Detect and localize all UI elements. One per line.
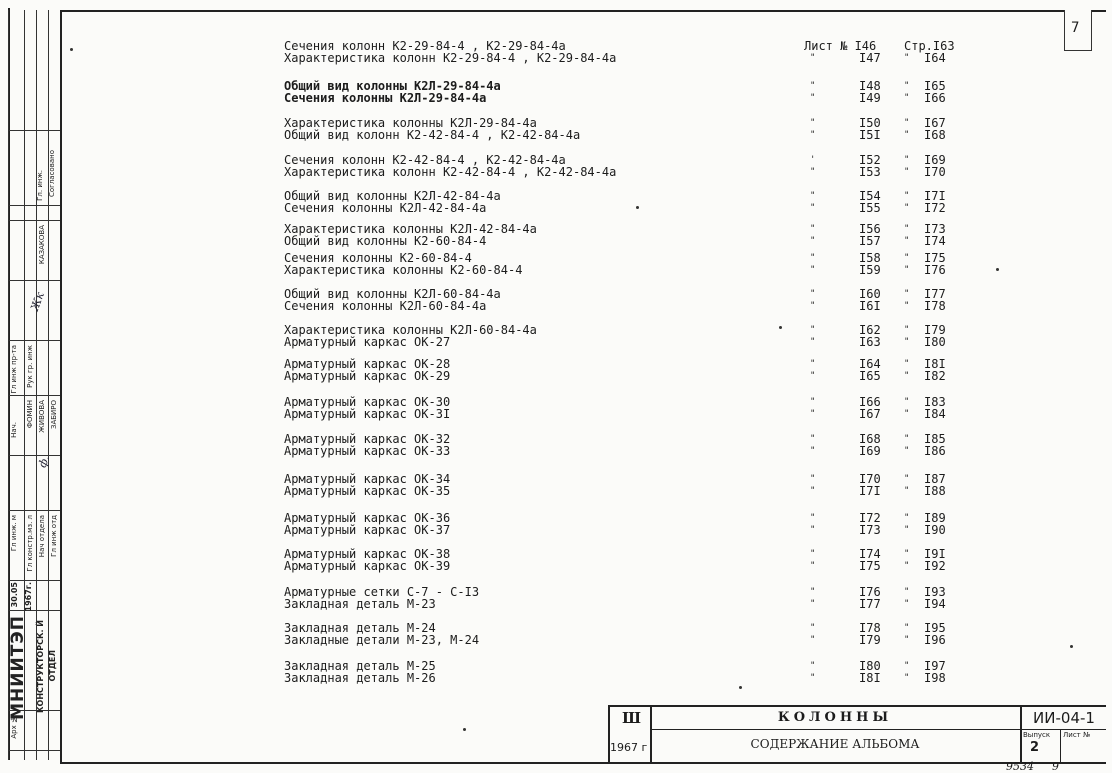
- corner-tab: [1064, 10, 1092, 51]
- entry-page: I96: [924, 633, 946, 647]
- agreed-label: Согласовано: [48, 150, 56, 198]
- entry-page: I79: [924, 323, 946, 337]
- entry-ditto2: ": [904, 203, 910, 213]
- entry-ditto2: ": [904, 661, 910, 671]
- entry-ditto: ": [810, 397, 816, 407]
- role-1: Гл инж. м: [10, 515, 18, 552]
- entry-title: Закладная деталь М-26: [284, 671, 436, 685]
- entry-ditto2: ": [904, 673, 910, 683]
- entry-ditto2: ": [904, 265, 910, 275]
- entry-sheet: I52: [859, 153, 881, 167]
- entry-page: I7I: [924, 189, 946, 203]
- entry-ditto2: ": [904, 474, 910, 484]
- entry-ditto: ": [810, 224, 816, 234]
- entry-sheet: I75: [859, 559, 881, 573]
- entry-ditto2: ": [904, 224, 910, 234]
- entry-sheet: I57: [859, 234, 881, 248]
- entry-title: Закладные детали М-23, М-24: [284, 633, 480, 647]
- entry-sheet: I76: [859, 585, 881, 599]
- entry-ditto2: ": [904, 337, 910, 347]
- entry-title: Сечения колонн К2-29-84-4 , К2-29-84-4а: [284, 39, 566, 53]
- entry-page: I84: [924, 407, 946, 421]
- entry-page: I93: [924, 585, 946, 599]
- entry-ditto: ": [810, 635, 816, 645]
- entry-ditto: ": [810, 409, 816, 419]
- entry-title: Арматурный каркас ОК-36: [284, 511, 451, 525]
- entry-sheet: I47: [859, 51, 881, 65]
- entry-ditto: ": [810, 289, 816, 299]
- entry-title: Арматурный каркас ОК-29: [284, 369, 451, 383]
- toc-row: [284, 560, 1004, 572]
- entry-sheet: Лист № I46: [804, 39, 877, 53]
- signature-1: ф.: [35, 453, 53, 470]
- signature-2: Жк: [28, 290, 47, 313]
- tab-mark: 7: [1071, 20, 1080, 36]
- entry-ditto2: ": [904, 236, 910, 246]
- date-day: 30.05: [10, 582, 19, 608]
- toc-row: [284, 370, 1004, 382]
- entry-title: Закладная деталь М-24: [284, 621, 436, 635]
- entry-ditto: ": [810, 549, 816, 559]
- entry-ditto: ": [810, 673, 816, 683]
- entry-ditto2: ": [904, 549, 910, 559]
- entry-ditto: ": [810, 486, 816, 496]
- entry-title: Характеристика колонны К2-60-84-4: [284, 263, 523, 277]
- entry-ditto2: ": [904, 167, 910, 177]
- entry-sheet: I68: [859, 432, 881, 446]
- entry-sheet: I53: [859, 165, 881, 179]
- entry-ditto2: ": [904, 93, 910, 103]
- entry-sheet: I54: [859, 189, 881, 203]
- entry-title: Сечения колонн К2-42-84-4 , К2-42-84-4а: [284, 153, 566, 167]
- entry-ditto2: ": [904, 253, 910, 263]
- role-4: Гл инж отд: [50, 515, 58, 557]
- entry-ditto2: ": [904, 434, 910, 444]
- entry-title: Закладная деталь М-23: [284, 597, 436, 611]
- toc-row: [284, 92, 1004, 104]
- album-subheading: СОДЕРЖАНИЕ АЛЬБОМА: [750, 737, 920, 751]
- entry-title: Общий вид колонны К2Л-29-84-4а: [284, 79, 501, 93]
- nach-label: Нач.: [10, 422, 18, 438]
- entry-ditto: ": [810, 474, 816, 484]
- toc-row: [284, 235, 1004, 247]
- entry-title: Сечения колонны К2-60-84-4: [284, 251, 472, 265]
- entry-ditto2: ": [904, 525, 910, 535]
- entry-sheet: I79: [859, 633, 881, 647]
- toc-row: [284, 524, 1004, 536]
- left-stamp-strip: [8, 10, 60, 760]
- entry-ditto2: ": [904, 623, 910, 633]
- entry-title: Арматурный каркас ОК-33: [284, 444, 451, 458]
- entry-ditto: ": [810, 265, 816, 275]
- entry-ditto2: ": [904, 587, 910, 597]
- entry-ditto: ": [810, 513, 816, 523]
- entry-page: I65: [924, 79, 946, 93]
- entry-ditto2: ": [904, 301, 910, 311]
- entry-title: Характеристика колонны К2Л-29-84-4а: [284, 116, 537, 130]
- entry-sheet: I70: [859, 472, 881, 486]
- date-year: 1967г.: [24, 582, 33, 612]
- entry-title: Общий вид колонны К2Л-60-84-4а: [284, 287, 501, 301]
- entry-page: I77: [924, 287, 946, 301]
- entry-page: Стр.I63: [904, 39, 955, 53]
- entry-title: Арматурный каркас ОК-39: [284, 559, 451, 573]
- entry-ditto2: ": [904, 486, 910, 496]
- toc-row: [284, 52, 1004, 64]
- entry-sheet: I60: [859, 287, 881, 301]
- entry-title: Арматурный каркас ОК-37: [284, 523, 451, 537]
- entry-page: I87: [924, 472, 946, 486]
- toc-row: [284, 485, 1004, 497]
- entry-ditto2: ": [904, 409, 910, 419]
- entry-page: I68: [924, 128, 946, 142]
- vypusk-value: 2: [1030, 740, 1040, 755]
- entry-sheet: I48: [859, 79, 881, 93]
- entry-ditto2: ": [904, 155, 910, 165]
- role-2: Гл констр.мз. л: [26, 515, 34, 572]
- entry-title: Сечения колонны К2Л-42-84-4а: [284, 201, 487, 215]
- entry-page: I90: [924, 523, 946, 537]
- entry-title: Арматурный каркас ОК-32: [284, 432, 451, 446]
- entry-ditto: ": [810, 359, 816, 369]
- entry-title: Арматурный каркас ОК-30: [284, 395, 451, 409]
- toc-row: [284, 445, 1004, 457]
- entry-ditto: ": [810, 599, 816, 609]
- entry-ditto2: ": [904, 446, 910, 456]
- name-1: ФОМИН: [26, 400, 34, 429]
- entry-ditto: ": [810, 253, 816, 263]
- entry-sheet: I69: [859, 444, 881, 458]
- entry-ditto: ": [810, 434, 816, 444]
- entry-ditto2: ": [904, 513, 910, 523]
- role2-2: Рук гр. инж: [26, 345, 34, 388]
- entry-title: Характеристика колонн К2-29-84-4 , К2-29-84-4а: [284, 51, 617, 65]
- entry-title: Закладная деталь М-25: [284, 659, 436, 673]
- entry-ditto2: ": [904, 561, 910, 571]
- toc-row: [284, 300, 1004, 312]
- entry-sheet: I73: [859, 523, 881, 537]
- entry-title: Арматурный каркас ОК-27: [284, 335, 451, 349]
- entry-ditto2: ": [904, 130, 910, 140]
- entry-ditto2: ": [904, 371, 910, 381]
- entry-page: I89: [924, 511, 946, 525]
- entry-ditto: ": [810, 525, 816, 535]
- entry-sheet: I67: [859, 407, 881, 421]
- name-3: ЗАБИРО: [50, 400, 58, 430]
- entry-title: Сечения колонны К2Л-29-84-4а: [284, 91, 487, 105]
- entry-ditto: ": [810, 203, 816, 213]
- entry-page: I85: [924, 432, 946, 446]
- entry-ditto: ": [810, 661, 816, 671]
- role2-1: Гл инж пр-та: [10, 345, 18, 394]
- entry-ditto: ": [810, 301, 816, 311]
- entry-ditto: ": [810, 130, 816, 140]
- entry-page: I94: [924, 597, 946, 611]
- entry-sheet: I59: [859, 263, 881, 277]
- entry-title: Арматурный каркас ОК-34: [284, 472, 451, 486]
- entry-page: I9I: [924, 547, 946, 561]
- entry-sheet: I62: [859, 323, 881, 337]
- entry-ditto2: ": [904, 191, 910, 201]
- entry-sheet: I77: [859, 597, 881, 611]
- entry-ditto: ': [810, 155, 816, 165]
- entry-title: Арматурный каркас ОК-38: [284, 547, 451, 561]
- toc-row: [284, 336, 1004, 348]
- entry-title: Характеристика колонны К2Л-42-84-4а: [284, 222, 537, 236]
- entry-sheet: I80: [859, 659, 881, 673]
- entry-page: I86: [924, 444, 946, 458]
- entry-sheet: I78: [859, 621, 881, 635]
- entry-page: I74: [924, 234, 946, 248]
- footer-number: 9534: [1006, 760, 1034, 773]
- entry-page: I76: [924, 263, 946, 277]
- entry-ditto2: ": [904, 53, 910, 63]
- entry-page: I8I: [924, 357, 946, 371]
- entry-ditto2: ": [904, 397, 910, 407]
- arch-no-label: Арх №: [10, 715, 18, 739]
- series-code: ИИ-04-1: [1033, 709, 1095, 727]
- entry-ditto2: ": [904, 635, 910, 645]
- entry-page: I82: [924, 369, 946, 383]
- entry-sheet: I49: [859, 91, 881, 105]
- entry-page: I98: [924, 671, 946, 685]
- entry-sheet: I65: [859, 369, 881, 383]
- entry-sheet: I64: [859, 357, 881, 371]
- entry-title: Общий вид колонны К2Л-42-84-4а: [284, 189, 501, 203]
- entry-sheet: I72: [859, 511, 881, 525]
- entry-ditto: ": [810, 337, 816, 347]
- entry-ditto: ": [810, 371, 816, 381]
- entry-page: I88: [924, 484, 946, 498]
- entry-ditto: ": [810, 93, 816, 103]
- entry-sheet: I6I: [859, 299, 881, 313]
- entry-title: Арматурный каркас ОК-3I: [284, 407, 451, 421]
- toc-row: [284, 202, 1004, 214]
- institute-logo: Ш: [622, 709, 642, 727]
- toc-row: [284, 129, 1004, 141]
- toc-row: [284, 166, 1004, 178]
- entry-page: I95: [924, 621, 946, 635]
- entry-ditto: ": [810, 446, 816, 456]
- entry-title: Арматурный каркас ОК-35: [284, 484, 451, 498]
- entry-sheet: I56: [859, 222, 881, 236]
- entry-ditto: ": [810, 81, 816, 91]
- entry-title: Характеристика колонн К2-42-84-4 , К2-42-84-4а: [284, 165, 617, 179]
- entry-title: Арматурные сетки С-7 - С-I3: [284, 585, 480, 599]
- entry-ditto: ": [810, 623, 816, 633]
- entry-ditto2: ": [904, 81, 910, 91]
- dept-name-2: ОТДЕЛ: [48, 650, 57, 682]
- entry-ditto2: ": [904, 599, 910, 609]
- entry-page: I66: [924, 91, 946, 105]
- toc-row: [284, 264, 1004, 276]
- entry-page: I75: [924, 251, 946, 265]
- entry-page: I72: [924, 201, 946, 215]
- entry-ditto: ": [810, 587, 816, 597]
- entry-page: I70: [924, 165, 946, 179]
- entry-ditto: ": [810, 191, 816, 201]
- vypusk-label: Выпуск: [1023, 731, 1051, 739]
- footer-number-2: 9: [1052, 760, 1059, 773]
- entry-sheet: I50: [859, 116, 881, 130]
- entry-ditto: ": [810, 167, 816, 177]
- role-3: Нач отдела: [38, 515, 46, 558]
- entry-page: I78: [924, 299, 946, 313]
- entry-page: I92: [924, 559, 946, 573]
- entry-ditto: ": [810, 561, 816, 571]
- entry-sheet: I8I: [859, 671, 881, 685]
- toc-row: [284, 408, 1004, 420]
- entry-page: I83: [924, 395, 946, 409]
- entry-sheet: I55: [859, 201, 881, 215]
- entry-page: I97: [924, 659, 946, 673]
- name-top: КАЗАКОВА: [38, 225, 46, 265]
- toc-row: [284, 672, 1004, 684]
- dept-name: КОНСТРУКТОРСК. Й: [36, 620, 45, 713]
- entry-ditto: ": [810, 325, 816, 335]
- entry-ditto2: ": [904, 118, 910, 128]
- entry-page: I80: [924, 335, 946, 349]
- entry-ditto: ": [810, 236, 816, 246]
- entry-sheet: I63: [859, 335, 881, 349]
- entry-sheet: I58: [859, 251, 881, 265]
- entry-ditto: ": [810, 53, 816, 63]
- entry-sheet: I7I: [859, 484, 881, 498]
- name-2: ЖИВОВА: [38, 400, 46, 433]
- entry-title: Общий вид колонны К2-60-84-4: [284, 234, 487, 248]
- year-label: 1967 г: [610, 741, 648, 754]
- list-label: Лист №: [1063, 731, 1091, 739]
- entry-page: I67: [924, 116, 946, 130]
- entry-ditto2: ": [904, 359, 910, 369]
- album-heading: КОЛОННЫ: [777, 710, 893, 725]
- entry-sheet: I66: [859, 395, 881, 409]
- entry-title: Общий вид колонн К2-42-84-4 , К2-42-84-4а: [284, 128, 581, 142]
- entry-ditto2: ": [904, 289, 910, 299]
- institute-name: МНИИТЭП: [8, 615, 28, 720]
- entry-ditto2: ": [904, 325, 910, 335]
- entry-ditto: ": [810, 118, 816, 128]
- entry-sheet: I5I: [859, 128, 881, 142]
- entry-page: I73: [924, 222, 946, 236]
- entry-title: Сечения колонны К2Л-60-84-4а: [284, 299, 487, 313]
- entry-title: Арматурный каркас ОК-28: [284, 357, 451, 371]
- entry-page: I69: [924, 153, 946, 167]
- entry-title: Характеристика колонны К2Л-60-84-4а: [284, 323, 537, 337]
- entry-page: I64: [924, 51, 946, 65]
- title-block: [608, 705, 1106, 762]
- glinzh-label: Гл. инж.: [36, 170, 44, 201]
- toc-row: [284, 598, 1004, 610]
- toc-row: [284, 634, 1004, 646]
- entry-sheet: I74: [859, 547, 881, 561]
